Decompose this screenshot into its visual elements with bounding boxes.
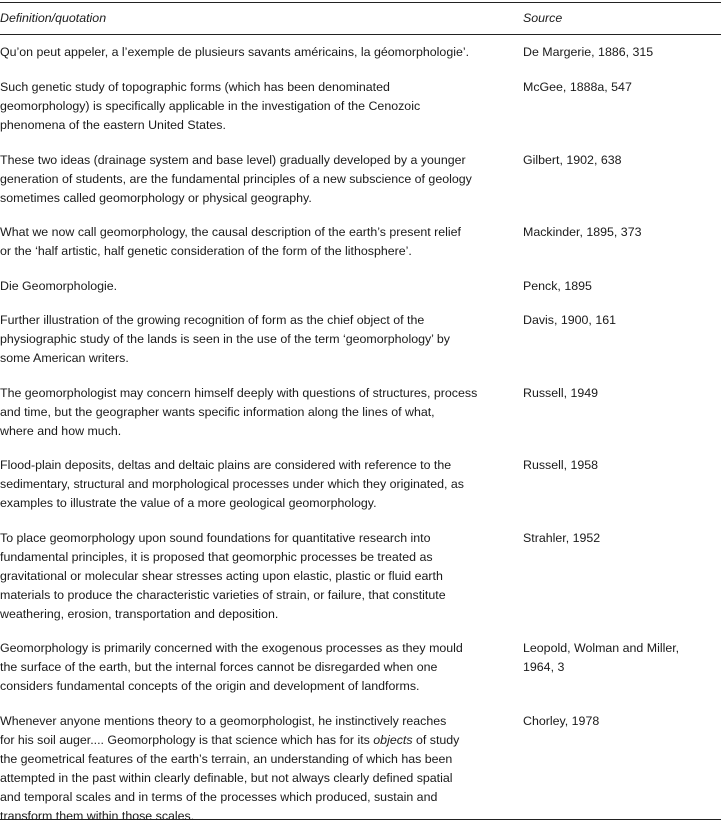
definition-line: Geomorphology is primarily concerned with the exogenous processes as they mould: [0, 641, 463, 655]
definition-line: To place geomorphology upon sound foundations for quantitative research into: [0, 531, 431, 545]
definition-line: or the ‘half artistic, half genetic consideration of the form of the lithosphere’.: [0, 244, 412, 258]
source-cell: [523, 639, 721, 677]
definition-line: generation of students, are the fundamental principles of a new subscience of geology: [0, 172, 472, 186]
source-line: De Margerie, 1886, 315: [523, 45, 654, 59]
source-line: Leopold, Wolman and Miller,: [523, 641, 680, 655]
table-header-rule: [0, 34, 721, 35]
definition-line: and time, but the geographer wants specific information along the lines of what,: [0, 405, 435, 419]
definition-line: phenomena of the eastern United States.: [0, 118, 226, 132]
definition-cell: [0, 712, 515, 826]
source-line: Strahler, 1952: [523, 531, 601, 545]
definition-line: Qu’on peut appeler, a l’exemple de plusieurs savants américains, la géomorphologie’.: [0, 45, 470, 59]
source-line: 1964, 3: [523, 660, 565, 674]
source-line: Davis, 1900, 161: [523, 313, 616, 327]
definition-line: physiographic study of the lands is seen in the use of the term ‘geomorphology’ by: [0, 332, 450, 346]
emphasis-after: of study: [412, 733, 460, 747]
definition-line: materials to produce the characteristic varieties of strain, or failure, that constitute: [0, 588, 446, 602]
source-line: Chorley, 1978: [523, 714, 600, 728]
definition-line: What we now call geomorphology, the causal description of the earth’s present relief: [0, 225, 461, 239]
definition-line: geomorphology) is specifically applicable in the investigation of the Cenozoic: [0, 99, 421, 113]
source-cell: [523, 384, 721, 403]
definition-cell: [0, 456, 515, 513]
definition-line: gravitational or molecular shear stresses acting upon elastic, plastic or fluid earth: [0, 569, 443, 583]
definition-cell: [0, 151, 515, 208]
source-line: Russell, 1949: [523, 386, 599, 400]
definition-cell: [0, 78, 515, 135]
definition-line: the surface of the earth, but the internal forces cannot be disregarded when one: [0, 660, 438, 674]
definition-line: weathering, erosion, transportation and deposition.: [0, 607, 279, 621]
source-cell: [523, 277, 721, 296]
definition-line: sedimentary, structural and morphological processes under which they originated, as: [0, 477, 464, 491]
table-top-rule: [0, 2, 721, 3]
definition-line-emphasis: [0, 731, 515, 750]
source-cell: [523, 151, 721, 170]
definition-line: sometimes called geomorphology or physical geography.: [0, 191, 312, 205]
source-cell: [523, 456, 721, 475]
definition-line: and temporal scales and in terms of the processes which produced, sustain and: [0, 790, 438, 804]
definition-line: Such genetic study of topographic forms (which has been denominated: [0, 80, 390, 94]
definition-line: considers fundamental concepts of the origin and development of landforms.: [0, 679, 420, 693]
definition-line: These two ideas (drainage system and base level) gradually developed by a younger: [0, 153, 466, 167]
definition-cell: [0, 277, 515, 296]
header-definition: Definition/quotation: [0, 11, 107, 25]
source-line: McGee, 1888a, 547: [523, 80, 632, 94]
definition-line: Die Geomorphologie.: [0, 279, 118, 293]
source-line: Penck, 1895: [523, 279, 592, 293]
definition-line: attempted in the past within clearly definable, but not always clearly defined spatial: [0, 771, 453, 785]
definition-cell: [0, 43, 515, 62]
definition-line: Flood-plain deposits, deltas and deltaic plains are considered with reference to the: [0, 458, 452, 472]
source-line: Mackinder, 1895, 373: [523, 225, 642, 239]
source-cell: [523, 43, 721, 62]
definition-line: some American writers.: [0, 351, 129, 365]
emphasis-before: for his soil auger.... Geomorphology is that science which has for its: [0, 733, 374, 747]
source-cell: [523, 311, 721, 330]
definition-cell: [0, 223, 515, 261]
table-header-row: [0, 10, 721, 30]
definition-line: examples to illustrate the value of a more geological geomorphology.: [0, 496, 377, 510]
definition-line: Whenever anyone mentions theory to a geomorphologist, he instinctively reaches: [0, 714, 447, 728]
definition-line: Further illustration of the growing recognition of form as the chief object of the: [0, 313, 425, 327]
definition-line: where and how much.: [0, 424, 122, 438]
table-bottom-rule: [0, 819, 721, 820]
source-line: Gilbert, 1902, 638: [523, 153, 622, 167]
definition-line: fundamental principles, it is proposed that geomorphic processes be treated as: [0, 550, 433, 564]
source-cell: [523, 712, 721, 731]
source-cell: [523, 78, 721, 97]
source-cell: [523, 529, 721, 548]
source-line: Russell, 1958: [523, 458, 599, 472]
definition-cell: [0, 311, 515, 368]
definition-cell: [0, 639, 515, 696]
definition-line: the geometrical features of the earth’s terrain, an understanding of which has been: [0, 752, 453, 766]
header-source: Source: [523, 11, 563, 25]
definition-cell: [0, 529, 515, 624]
emphasis-word: objects: [373, 733, 413, 747]
source-cell: [523, 223, 721, 242]
definition-cell: [0, 384, 515, 441]
definition-line: transform them within those scales.: [0, 809, 195, 823]
definition-line: The geomorphologist may concern himself deeply with questions of structures, process: [0, 386, 478, 400]
